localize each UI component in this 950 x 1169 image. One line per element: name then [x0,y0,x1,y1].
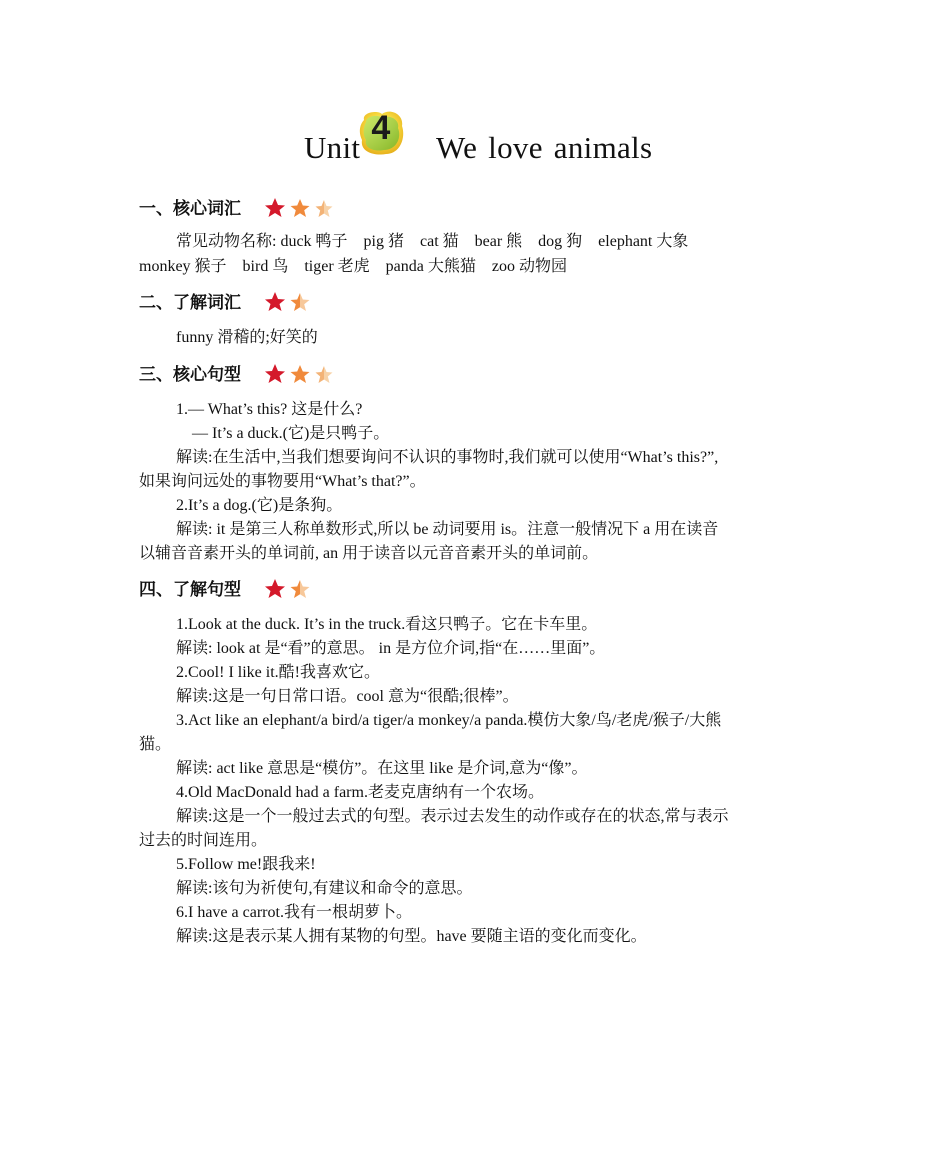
section-heading-core-vocab [139,196,241,222]
text-line: 1.Look at the duck. It’s in the truck.看这只鸭子。它在卡车里。 [176,616,598,633]
text-line: 解读:这是一句日常口语。cool 意为“很酷;很棒”。 [176,688,519,705]
section-heading-text: 三、核心句型 [139,365,241,385]
section-heading-extra-vocab [139,290,241,316]
text-line: 解读:这是表示某人拥有某物的句型。have 要随主语的变化而变化。 [176,928,647,945]
unit-title [0,108,950,168]
text-line: 解读:在生活中,当我们想要询问不认识的事物时,我们就可以使用“What’s this?”, [176,449,719,466]
section-heading-text: 二、了解词汇 [139,293,241,313]
rating-stars-icon [264,577,344,603]
section-heading-text: 一、核心词汇 [139,199,241,219]
unit-number: 4 [371,109,391,147]
text-line: 2.Cool! I like it.酷!我喜欢它。 [176,664,380,681]
text-line: 以辅音音素开头的单词前, an 用于读音以元音音素开头的单词前。 [139,545,599,562]
text-line: 常见动物名称: duck 鸭子 pig 猪 cat 猫 bear 熊 dog 狗 elephant 大象 [176,233,689,250]
unit-name: We love animals [436,130,653,165]
section-heading-text: 四、了解句型 [139,580,241,600]
text-line: 解读:该句为祈使句,有建议和命令的意思。 [176,880,473,897]
rating-stars-icon [264,196,344,222]
text-line: monkey 猴子 bird 鸟 tiger 老虎 panda 大熊猫 zoo 动物园 [139,258,567,275]
text-line: 解读: it 是第三人称单数形式,所以 be 动词要用 is。注意一般情况下 a 用在读音 [176,521,719,538]
text-line: 4.Old MacDonald had a farm.老麦克唐纳有一个农场。 [176,784,544,801]
rating-stars-icon [264,362,344,388]
text-line: 解读: look at 是“看”的意思。 in 是方位介词,指“在……里面”。 [176,640,606,657]
text-line: 猫。 [139,736,172,753]
section-heading-extra-sentences [139,577,241,603]
unit-number-badge [356,108,406,158]
text-line: 6.I have a carrot.我有一根胡萝卜。 [176,904,412,921]
text-line: 如果询问远处的事物要用“What’s that?”。 [139,473,426,490]
text-line: 解读:这是一个一般过去式的句型。表示过去发生的动作或存在的状态,常与表示 [176,808,729,825]
text-line: 3.Act like an elephant/a bird/a tiger/a monkey/a panda.模仿大象/鸟/老虎/猴子/大熊 [176,712,722,729]
text-line: 5.Follow me!跟我来! [176,856,316,873]
text-line: — It’s a duck.(它)是只鸭子。 [192,425,390,442]
text-line: 过去的时间连用。 [139,832,268,849]
text-line: 1.— What’s this? 这是什么? [176,401,363,418]
text-line: 解读: act like 意思是“模仿”。在这里 like 是介词,意为“像”。 [176,760,588,777]
text-line: funny 滑稽的;好笑的 [176,329,318,346]
section-heading-core-sentences [139,362,241,388]
unit-word: Unit [304,130,361,165]
text-line: 2.It’s a dog.(它)是条狗。 [176,497,343,514]
rating-stars-icon [264,290,344,316]
